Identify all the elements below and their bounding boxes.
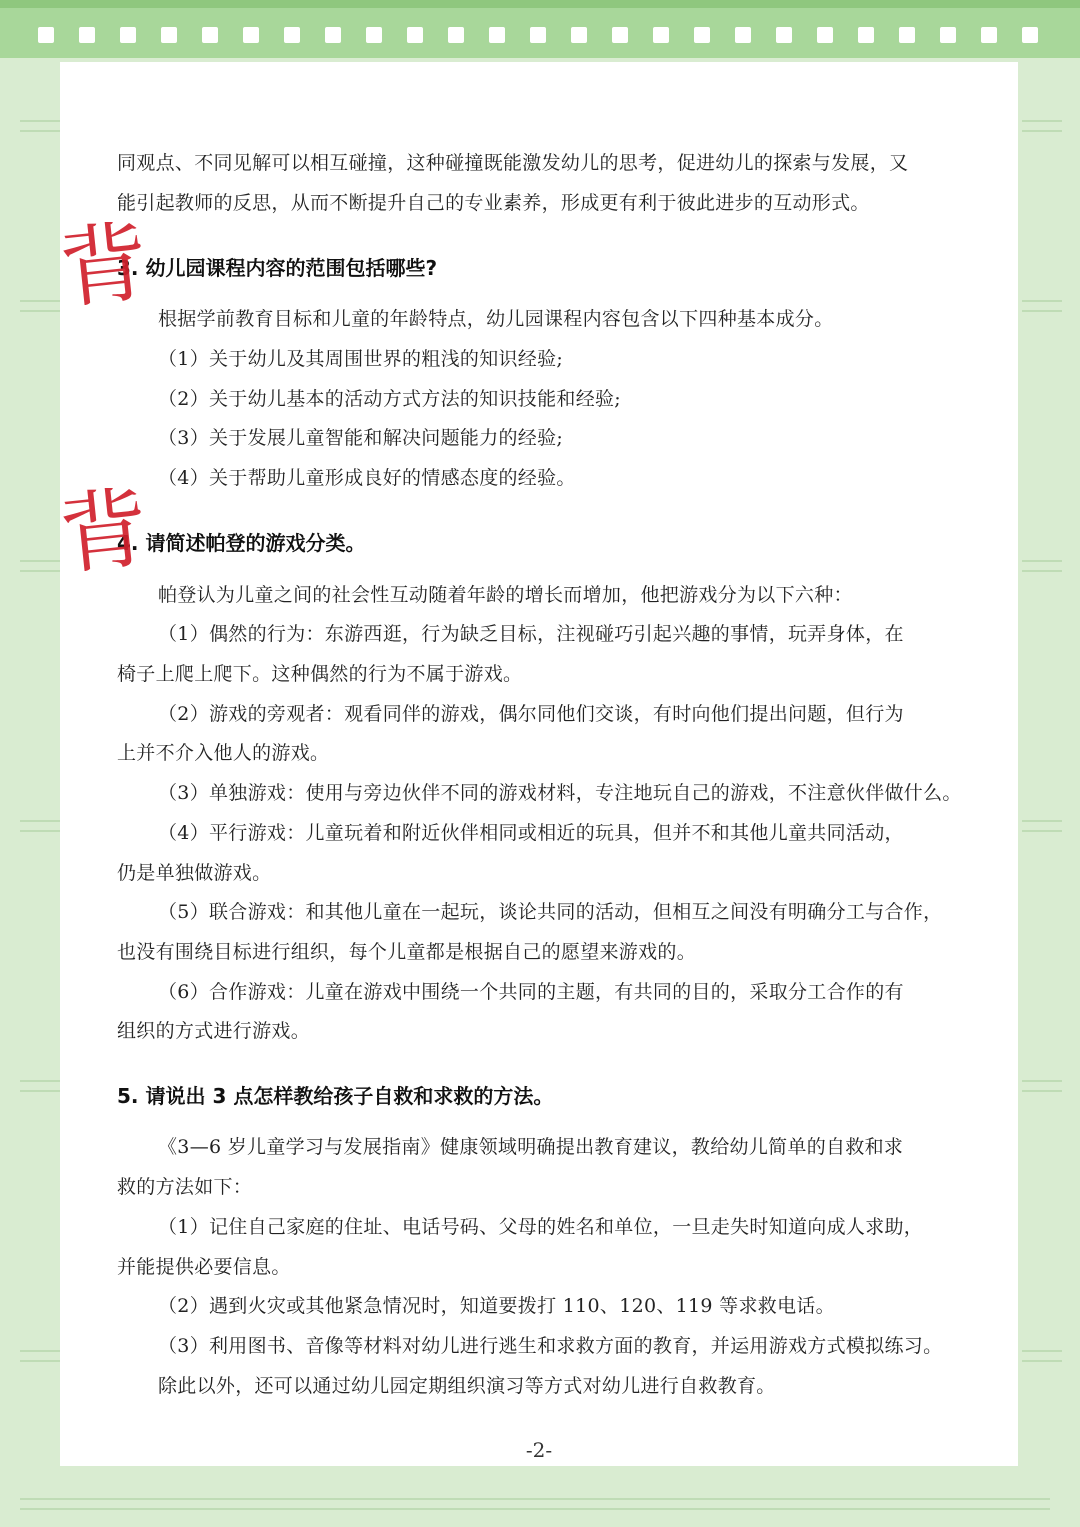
binding-hole: [612, 27, 628, 43]
ruled-line: [20, 820, 60, 822]
binding-hole: [284, 27, 300, 43]
binding-hole: [1022, 27, 1038, 43]
q4-line: （4）平行游戏：儿童玩着和附近伙伴相同或相近的玩具，但并不和其他儿童共同活动，: [158, 822, 904, 844]
q3-intro: 根据学前教育目标和儿童的年龄特点，幼儿园课程内容包含以下四种基本成分。: [158, 308, 834, 330]
binding-hole: [653, 27, 669, 43]
binding-hole: [79, 27, 95, 43]
binding-hole: [940, 27, 956, 43]
ruled-line: [20, 1080, 60, 1082]
q4-line: 仍是单独做游戏。: [117, 862, 272, 884]
top-strip-edge: [0, 0, 1080, 8]
ruled-line: [20, 1498, 1050, 1500]
right-margin-lines: [1022, 60, 1062, 1460]
binding-hole: [366, 27, 382, 43]
ruled-line: [20, 130, 60, 132]
handwritten-memorize-mark: 背: [54, 209, 154, 322]
ruled-line: [20, 300, 60, 302]
q4-line: （6）合作游戏：儿童在游戏中围绕一个共同的主题，有共同的目的，采取分工合作的有: [158, 981, 904, 1003]
binding-hole: [776, 27, 792, 43]
ruled-line: [20, 1090, 60, 1092]
q3-item: （3）关于发展儿童智能和解决问题能力的经验;: [158, 427, 564, 449]
binding-hole: [817, 27, 833, 43]
q3-item: （1）关于幼儿及其周围世界的粗浅的知识经验;: [158, 348, 564, 370]
binding-hole: [858, 27, 874, 43]
ruled-line: [20, 830, 60, 832]
ruled-line: [1022, 120, 1062, 122]
intro-line-1: 同观点、不同见解可以相互碰撞，这种碰撞既能激发幼儿的思考，促进幼儿的探索与发展，又: [117, 152, 909, 174]
q5-line: 并能提供必要信息。: [117, 1256, 291, 1278]
binding-hole: [899, 27, 915, 43]
binding-hole: [530, 27, 546, 43]
ruled-line: [1022, 300, 1062, 302]
intro-line-2: 能引起教师的反思，从而不断提升自己的专业素养，形成更有利于彼此进步的互动形式。: [117, 192, 870, 214]
binding-hole: [325, 27, 341, 43]
binding-hole: [243, 27, 259, 43]
q5-line: （3）利用图书、音像等材料对幼儿进行逃生和求救方面的教育，并运用游戏方式模拟练习。: [158, 1335, 943, 1357]
q4-line: 椅子上爬上爬下。这种偶然的行为不属于游戏。: [117, 663, 523, 685]
ruled-line: [1022, 310, 1062, 312]
handwritten-memorize-mark: 背: [54, 475, 154, 588]
question-4-heading: 4. 请简述帕登的游戏分类。: [117, 531, 366, 555]
binding-hole: [571, 27, 587, 43]
ruled-line: [20, 1350, 60, 1352]
binding-hole: [161, 27, 177, 43]
q3-item: （4）关于帮助儿童形成良好的情感态度的经验。: [158, 467, 576, 489]
ruled-line: [1022, 570, 1062, 572]
top-binding-strip: [0, 0, 1080, 58]
q4-line: （1）偶然的行为：东游西逛，行为缺乏目标，注视碰巧引起兴趣的事情，玩弄身体，在: [158, 623, 904, 645]
ruled-line: [1022, 1360, 1062, 1362]
ruled-line: [1022, 1090, 1062, 1092]
bottom-margin-lines: [20, 1480, 1050, 1520]
ruled-line: [20, 310, 60, 312]
page-number: -2-: [525, 1438, 553, 1462]
ruled-line: [1022, 560, 1062, 562]
q4-line: （3）单独游戏：使用与旁边伙伴不同的游戏材料，专注地玩自己的游戏，不注意伙伴做什么。: [158, 782, 962, 804]
q5-line: 《3—6 岁儿童学习与发展指南》健康领域明确提出教育建议，教给幼儿简单的自救和求: [158, 1136, 904, 1158]
ruled-line: [20, 1360, 60, 1362]
question-5-heading: 5. 请说出 3 点怎样教给孩子自救和求救的方法。: [117, 1084, 554, 1108]
ruled-line: [1022, 1350, 1062, 1352]
q4-line: （2）游戏的旁观者：观看同伴的游戏，偶尔同他们交谈，有时向他们提出问题，但行为: [158, 703, 904, 725]
question-3-heading: 3. 幼儿园课程内容的范围包括哪些?: [117, 256, 438, 280]
q4-line: 也没有围绕目标进行组织，每个儿童都是根据自己的愿望来游戏的。: [117, 941, 697, 963]
ruled-line: [20, 570, 60, 572]
q5-line: （1）记住自己家庭的住址、电话号码、父母的姓名和单位，一旦走失时知道向成人求助，: [158, 1216, 924, 1238]
ruled-line: [20, 560, 60, 562]
ruled-line: [20, 1508, 1050, 1510]
q4-line: 上并不介入他人的游戏。: [117, 742, 330, 764]
q4-line: （5）联合游戏：和其他儿童在一起玩，谈论共同的活动，但相互之间没有明确分工与合作，: [158, 901, 943, 923]
q4-line: 组织的方式进行游戏。: [117, 1020, 311, 1042]
binding-hole: [120, 27, 136, 43]
q5-line: 除此以外，还可以通过幼儿园定期组织演习等方式对幼儿进行自救教育。: [158, 1375, 776, 1397]
binding-hole: [202, 27, 218, 43]
left-margin-lines: [20, 60, 60, 1460]
binding-hole: [448, 27, 464, 43]
binding-hole: [38, 27, 54, 43]
binding-hole: [489, 27, 505, 43]
binding-hole: [735, 27, 751, 43]
binding-hole: [694, 27, 710, 43]
ruled-line: [1022, 820, 1062, 822]
ruled-line: [1022, 130, 1062, 132]
q5-line: 救的方法如下：: [117, 1176, 253, 1198]
ruled-line: [20, 120, 60, 122]
ruled-line: [1022, 1080, 1062, 1082]
ruled-line: [1022, 830, 1062, 832]
binding-hole: [407, 27, 423, 43]
q3-item: （2）关于幼儿基本的活动方式方法的知识技能和经验;: [158, 388, 621, 410]
binding-hole: [981, 27, 997, 43]
binding-holes: [38, 27, 1058, 43]
document-page: [60, 62, 1018, 1466]
q4-intro: 帕登认为儿童之间的社会性互动随着年龄的增长而增加，他把游戏分为以下六种：: [158, 584, 853, 606]
q5-line: （2）遇到火灾或其他紧急情况时，知道要拨打 110、120、119 等求救电话。: [158, 1295, 835, 1317]
